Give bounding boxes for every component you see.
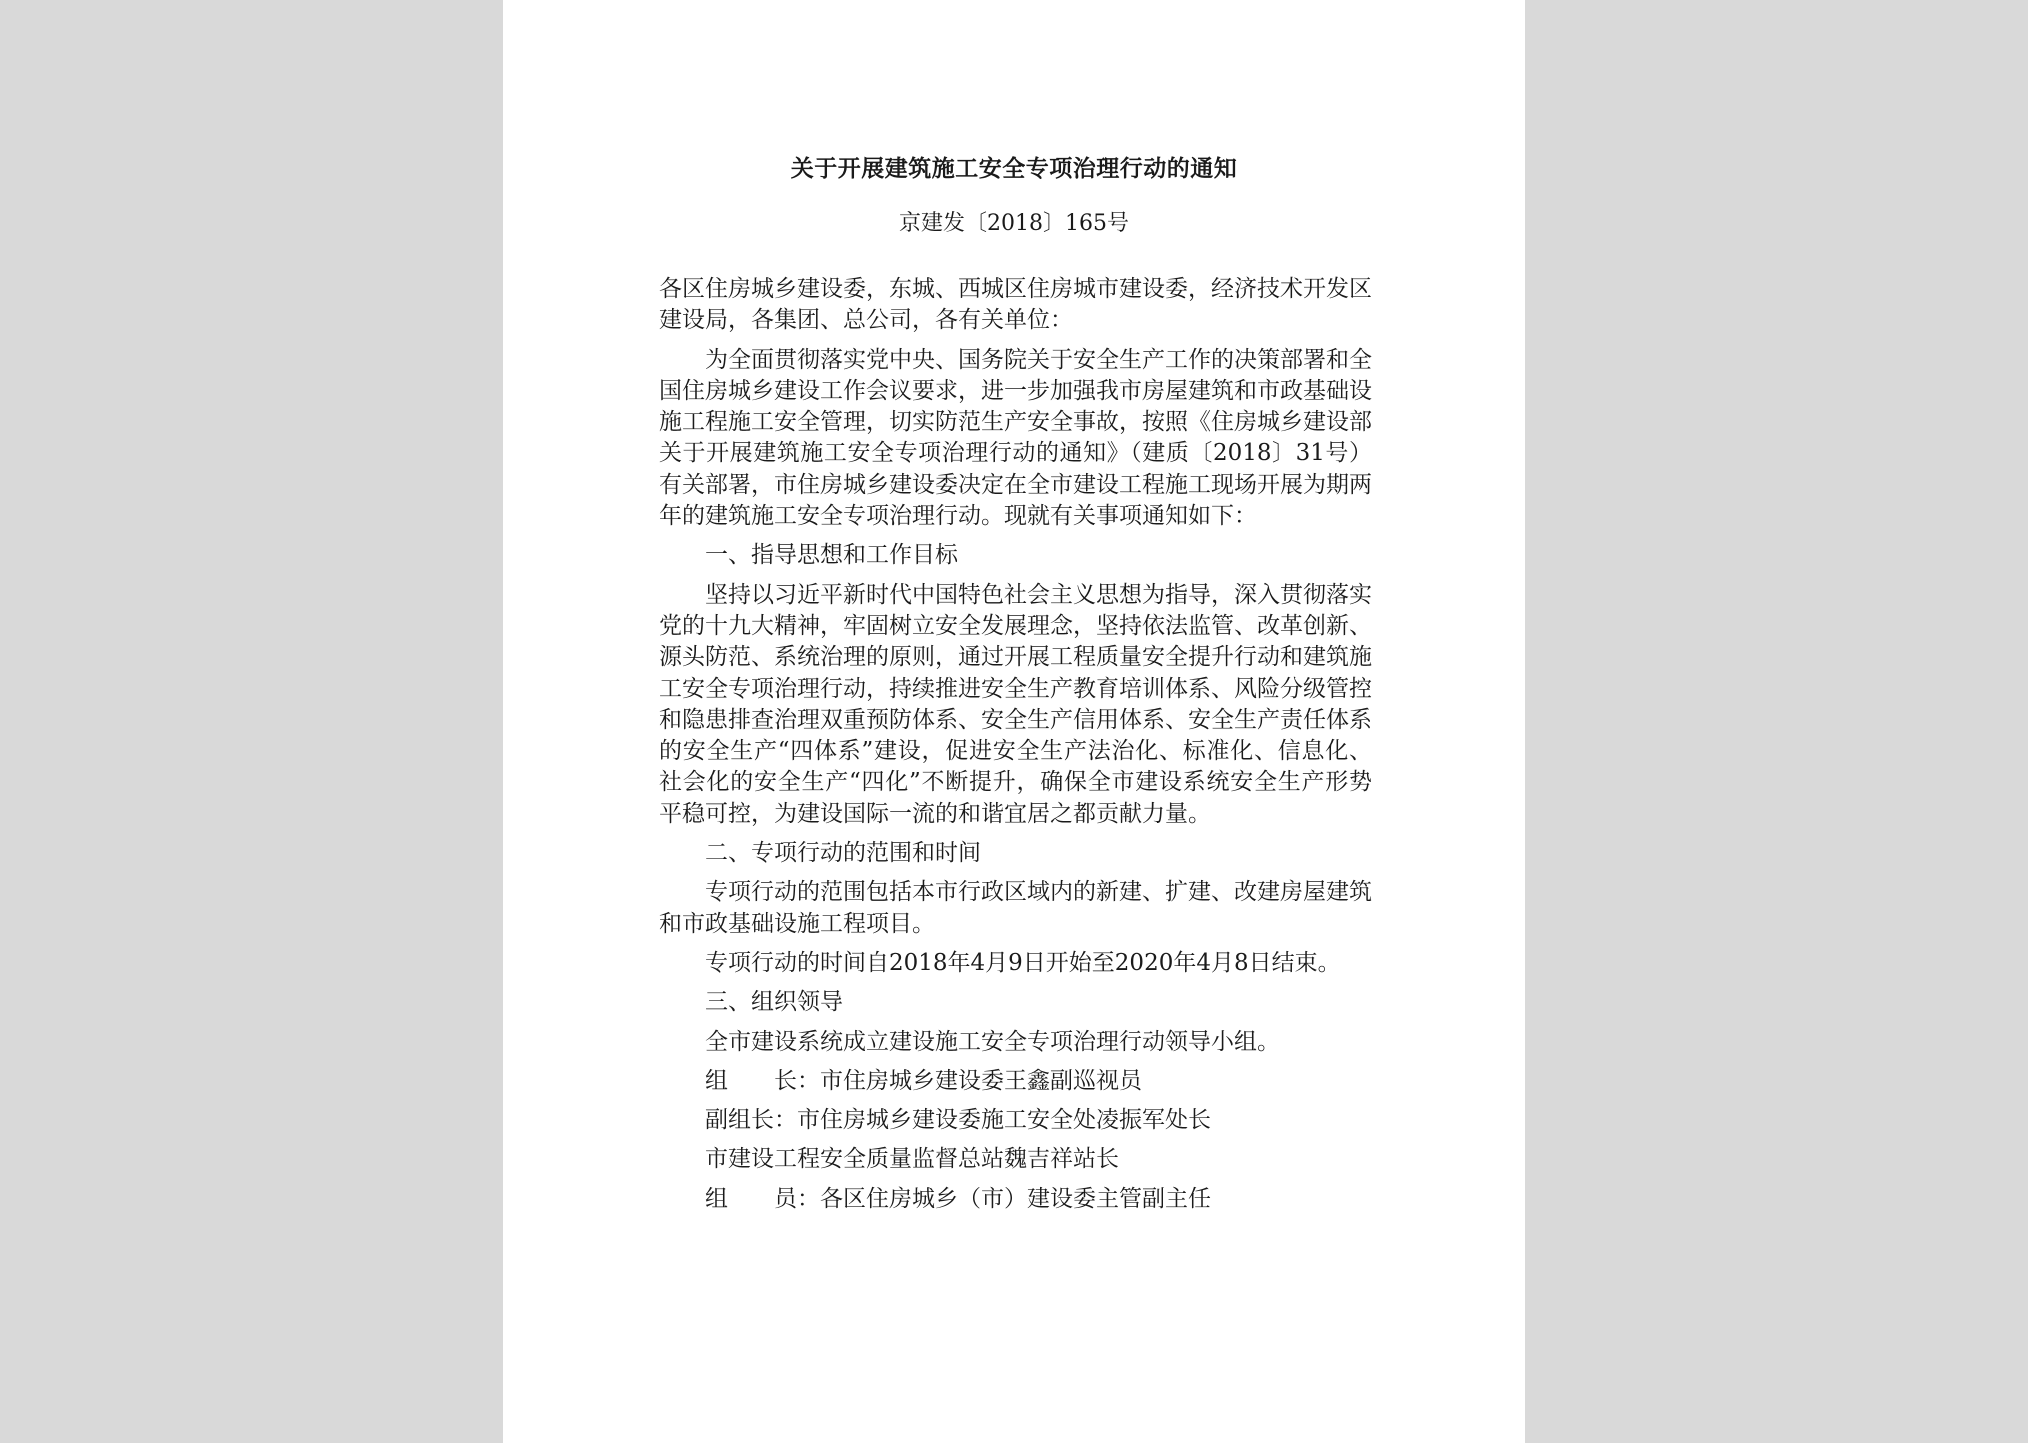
section-3-heading: 三、组织领导 — [705, 989, 843, 1016]
addressee: 各区住房城乡建设委，东城、西城区住房城市建设委，经济技术开发区建设局，各集团、总公司，各有关单位： — [659, 276, 1372, 334]
section-2-heading: 二、专项行动的范围和时间 — [705, 840, 981, 867]
group-members-line: 组 员：各区住房城乡（市）建设委主管副主任 — [705, 1185, 1211, 1212]
document-number: 京建发〔2018〕165号 — [899, 211, 1129, 236]
document-page — [503, 0, 1525, 1443]
deputy-leader-line-2: 市建设工程安全质量监督总站魏吉祥站长 — [705, 1146, 1119, 1173]
document-body — [659, 274, 1372, 1223]
section-2-scope-paragraph: 专项行动的范围包括本市行政区域内的新建、扩建、改建房屋建筑和市政基础设施工程项目。 — [659, 879, 1372, 937]
section-3-paragraph: 全市建设系统成立建设施工安全专项治理行动领导小组。 — [705, 1028, 1280, 1055]
section-1-heading: 一、指导思想和工作目标 — [705, 542, 958, 569]
section-2-time-paragraph: 专项行动的时间自2018年4月9日开始至2020年4月8日结束。 — [705, 949, 1341, 976]
intro-paragraph: 为全面贯彻落实党中央、国务院关于安全生产工作的决策部署和全国住房城乡建设工作会议要求，进一步加强我市房屋建筑和市政基础设施工程施工安全管理，切实防范生产安全事故，按照《住房城乡建设部关于开展建筑施工安全专项治理行动的通知》（建质〔2018〕31号）有关部署，市住房城乡建设委决定在全市建设工程施工现场开展为期两年的建筑施工安全专项治理行动。现就有关事项通知如下： — [659, 346, 1372, 530]
section-1-paragraph: 坚持以习近平新时代中国特色社会主义思想为指导，深入贯彻落实党的十九大精神，牢固树立安全发展理念，坚持依法监管、改革创新、源头防范、系统治理的原则，通过开展工程质量安全提升行动和建筑施工安全专项治理行动，持续推进安全生产教育培训体系、风险分级管控和隐患排查治理双重预防体系、安全生产信用体系、安全生产责任体系的安全生产“四体系”建设，促进安全生产法治化、标准化、信息化、社会化的安全生产“四化”不断提升，确保全市建设系统安全生产形势平稳可控，为建设国际一流的和谐宜居之都贡献力量。 — [659, 581, 1372, 827]
group-leader-line: 组 长：市住房城乡建设委王鑫副巡视员 — [705, 1067, 1142, 1094]
deputy-leader-line: 副组长：市住房城乡建设委施工安全处凌振军处长 — [705, 1107, 1211, 1134]
document-title: 关于开展建筑施工安全专项治理行动的通知 — [790, 155, 1238, 182]
